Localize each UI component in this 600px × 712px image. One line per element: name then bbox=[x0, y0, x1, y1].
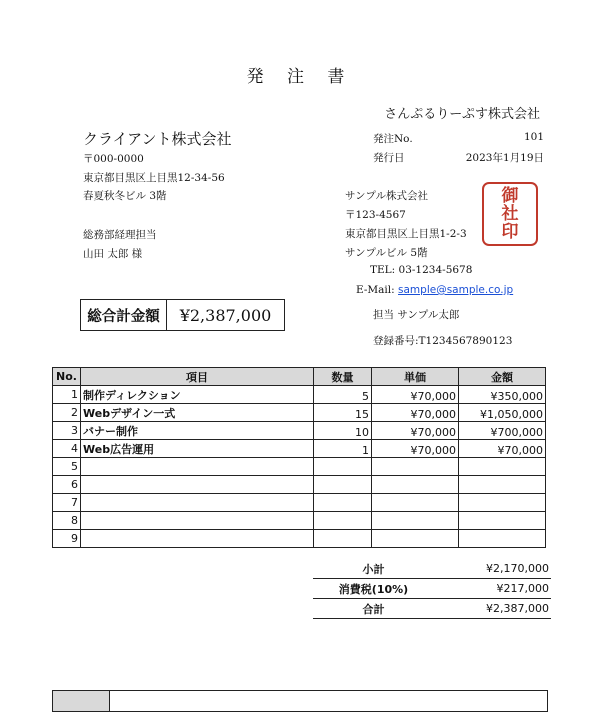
order-no-value: 101 bbox=[523, 131, 544, 143]
row-no: 4 bbox=[53, 440, 81, 458]
subtotal-value: ¥2,170,000 bbox=[434, 559, 551, 579]
issue-date-value: 2023年1月19日 bbox=[465, 152, 544, 164]
remarks-box bbox=[52, 690, 548, 712]
table-row bbox=[53, 404, 546, 422]
row-unit-price bbox=[372, 494, 459, 512]
column-header-no: No. bbox=[53, 368, 81, 386]
company-address-line1: 東京都目黒区上目黒1-2-3 bbox=[345, 228, 467, 240]
row-amount bbox=[459, 494, 546, 512]
row-unit-price bbox=[372, 512, 459, 530]
table-row bbox=[53, 494, 546, 512]
email-label: E-Mail: bbox=[356, 284, 395, 296]
client-name: クライアント株式会社 bbox=[83, 130, 232, 148]
row-item: Webデザイン一式 bbox=[81, 404, 314, 422]
row-item bbox=[81, 476, 314, 494]
issuer-header: さんぷるりーぷす株式会社 bbox=[384, 107, 540, 122]
row-no: 2 bbox=[53, 404, 81, 422]
client-address-line2: 春夏秋冬ビル 3階 bbox=[83, 190, 167, 202]
row-item: 制作ディレクション bbox=[81, 386, 314, 404]
company-address-line2: サンプルビル 5階 bbox=[345, 247, 428, 259]
row-qty bbox=[314, 458, 372, 476]
row-amount: ¥70,000 bbox=[459, 440, 546, 458]
stamp-char: 御 bbox=[501, 186, 519, 206]
row-qty: 1 bbox=[314, 440, 372, 458]
row-qty bbox=[314, 494, 372, 512]
table-row bbox=[53, 458, 546, 476]
column-header-unit-price: 単価 bbox=[372, 368, 459, 386]
row-item bbox=[81, 512, 314, 530]
client-person: 山田 太郎 様 bbox=[83, 248, 143, 260]
client-address-line1: 東京都目黒区上目黒12-34-56 bbox=[83, 172, 225, 184]
order-no-label: 発注No. bbox=[373, 133, 413, 145]
row-amount: ¥700,000 bbox=[459, 422, 546, 440]
company-postal: 〒123-4567 bbox=[345, 209, 406, 221]
row-amount: ¥1,050,000 bbox=[459, 404, 546, 422]
row-qty: 10 bbox=[314, 422, 372, 440]
row-unit-price: ¥70,000 bbox=[372, 440, 459, 458]
row-amount bbox=[459, 512, 546, 530]
row-unit-price: ¥70,000 bbox=[372, 404, 459, 422]
email-link[interactable]: sample@sample.co.jp bbox=[398, 284, 514, 296]
company-name: サンプル株式会社 bbox=[345, 190, 429, 202]
client-postal: 〒000-0000 bbox=[83, 153, 144, 165]
row-no: 7 bbox=[53, 494, 81, 512]
company-contact: 担当 サンプル太郎 bbox=[373, 309, 460, 321]
tax-value: ¥217,000 bbox=[434, 579, 551, 599]
row-unit-price bbox=[372, 458, 459, 476]
grand-total-box bbox=[80, 299, 285, 331]
subtotal-label: 小計 bbox=[313, 559, 434, 579]
row-no: 1 bbox=[53, 386, 81, 404]
company-seal-stamp bbox=[482, 182, 538, 246]
company-email-row bbox=[356, 284, 513, 296]
table-row bbox=[53, 476, 546, 494]
stamp-char: 印 bbox=[501, 222, 519, 242]
row-amount bbox=[459, 476, 546, 494]
total-value: ¥2,387,000 bbox=[434, 599, 551, 619]
row-no: 6 bbox=[53, 476, 81, 494]
stamp-char: 社 bbox=[501, 204, 519, 224]
totals-table bbox=[313, 559, 551, 619]
row-qty bbox=[314, 530, 372, 548]
row-amount bbox=[459, 458, 546, 476]
row-no: 5 bbox=[53, 458, 81, 476]
row-qty bbox=[314, 512, 372, 530]
total-row bbox=[313, 599, 551, 619]
subtotal-row bbox=[313, 559, 551, 579]
row-unit-price: ¥70,000 bbox=[372, 422, 459, 440]
client-department: 総務部経理担当 bbox=[83, 229, 157, 241]
row-unit-price: ¥70,000 bbox=[372, 386, 459, 404]
row-qty: 5 bbox=[314, 386, 372, 404]
row-no: 9 bbox=[53, 530, 81, 548]
grand-total-label: 総合計金額 bbox=[81, 300, 167, 330]
row-no: 8 bbox=[53, 512, 81, 530]
row-item bbox=[81, 530, 314, 548]
row-qty bbox=[314, 476, 372, 494]
row-item: バナー制作 bbox=[81, 422, 314, 440]
remarks-label-cell bbox=[53, 691, 110, 711]
table-row bbox=[53, 440, 546, 458]
table-row bbox=[53, 422, 546, 440]
grand-total-value: ¥2,387,000 bbox=[179, 305, 272, 325]
row-item: Web広告運用 bbox=[81, 440, 314, 458]
row-unit-price bbox=[372, 530, 459, 548]
row-unit-price bbox=[372, 476, 459, 494]
tax-row bbox=[313, 579, 551, 599]
company-registration: 登録番号:T1234567890123 bbox=[373, 335, 513, 347]
row-qty: 15 bbox=[314, 404, 372, 422]
items-table-header bbox=[53, 368, 546, 386]
row-item bbox=[81, 458, 314, 476]
items-table bbox=[52, 367, 546, 548]
table-row bbox=[53, 530, 546, 548]
column-header-qty: 数量 bbox=[314, 368, 372, 386]
column-header-item: 項目 bbox=[81, 368, 314, 386]
row-item bbox=[81, 494, 314, 512]
company-tel: TEL: 03-1234-5678 bbox=[370, 264, 473, 276]
table-row bbox=[53, 386, 546, 404]
document-title: 発 注 書 bbox=[246, 67, 354, 87]
tax-label: 消費税(10%) bbox=[313, 579, 434, 599]
table-row bbox=[53, 512, 546, 530]
row-amount bbox=[459, 530, 546, 548]
row-amount: ¥350,000 bbox=[459, 386, 546, 404]
issue-date-label: 発行日 bbox=[373, 152, 405, 164]
column-header-amount: 金額 bbox=[459, 368, 546, 386]
row-no: 3 bbox=[53, 422, 81, 440]
total-label: 合計 bbox=[313, 599, 434, 619]
